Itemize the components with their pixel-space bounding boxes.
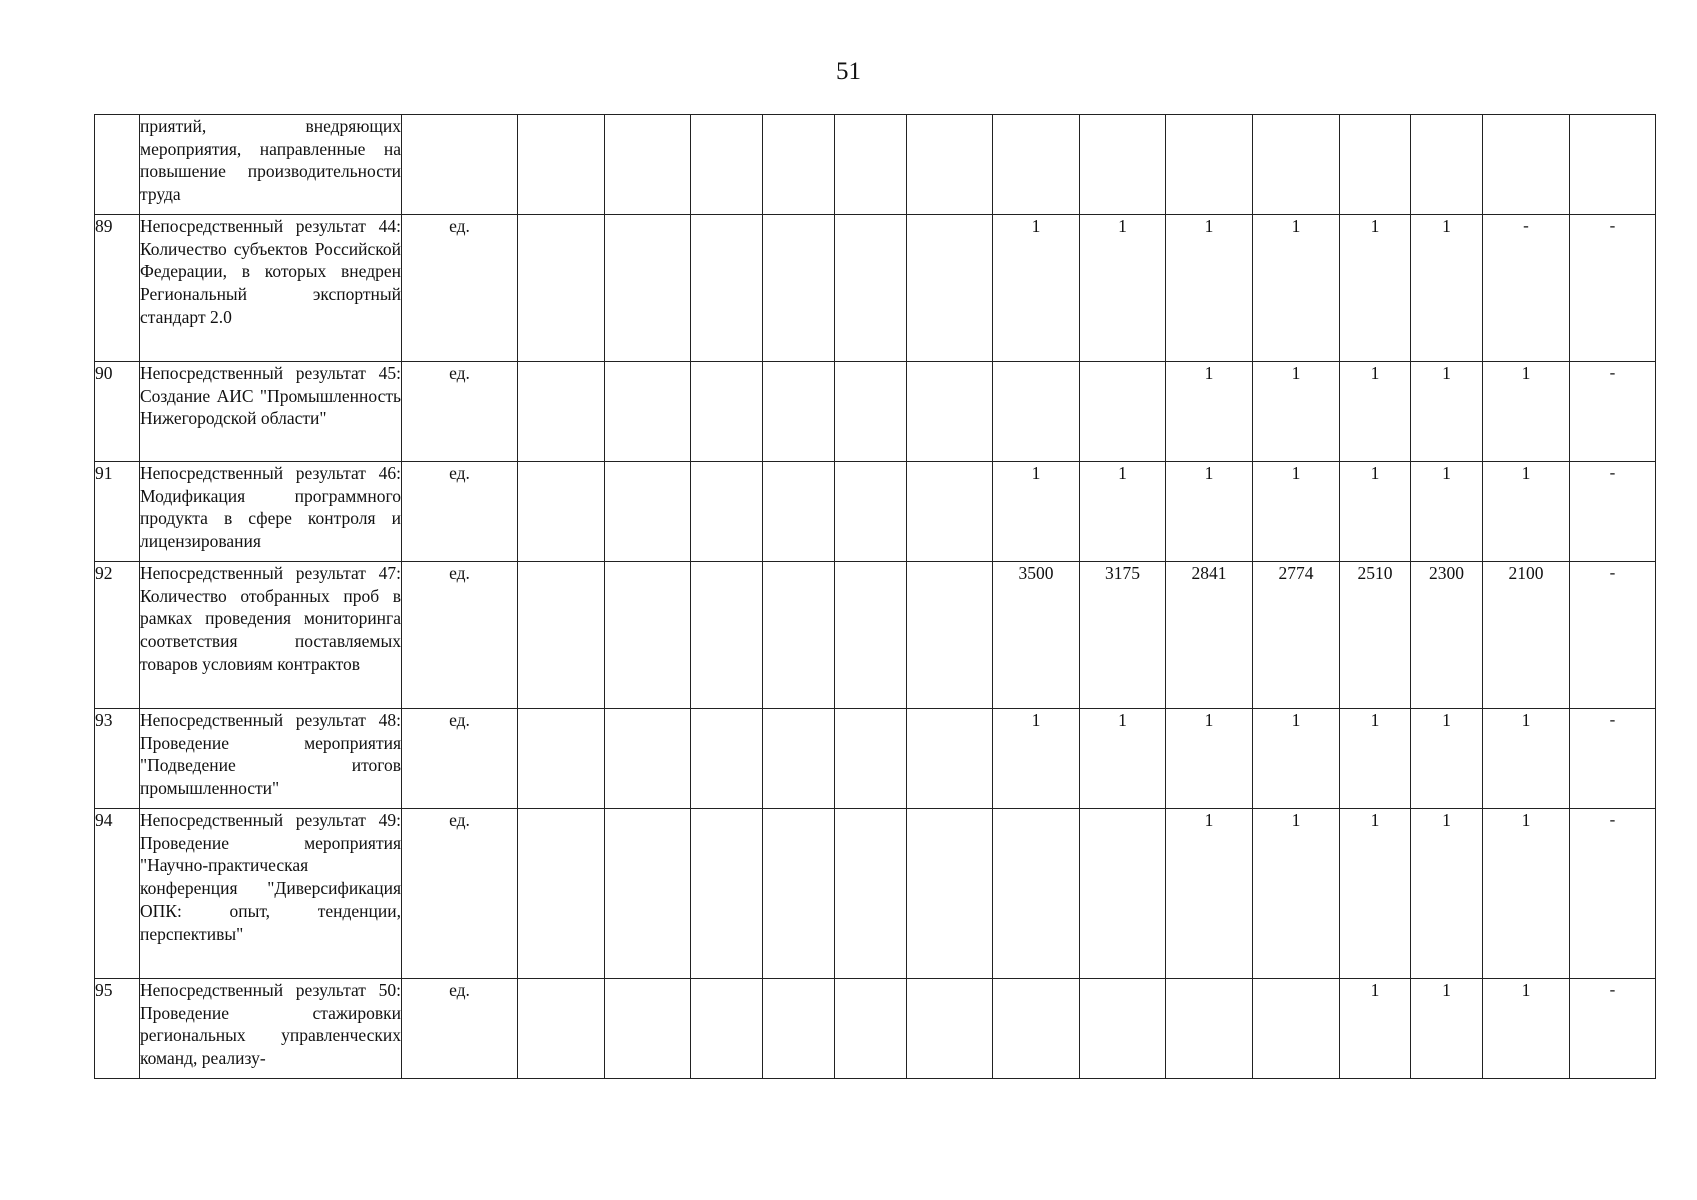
unit-cell: ед. [402,709,518,809]
table-row [95,115,1656,215]
table-row [95,215,1656,362]
value-cell [605,709,691,809]
value-cell [763,362,835,462]
table-row [95,462,1656,562]
value-cell: - [1570,362,1656,462]
value-cell: 1 [1340,979,1411,1079]
value-cell [518,562,605,709]
value-cell [763,462,835,562]
value-cell [605,362,691,462]
value-cell: - [1570,709,1656,809]
value-cell: 1 [1340,709,1411,809]
value-cell: 1 [1340,362,1411,462]
value-cell: 2841 [1166,562,1253,709]
value-cell [907,709,993,809]
page-number: 51 [836,58,861,85]
value-cell [835,562,907,709]
value-cell: - [1483,215,1570,362]
value-cell: - [1570,979,1656,1079]
value-cell [763,809,835,979]
value-cell [518,362,605,462]
indicator-name: Непосредственный результат 45: Создание АИС "Промышленность Нижегородской области" [140,362,402,462]
table-row [95,809,1656,979]
value-cell [1166,115,1253,215]
value-cell [691,809,763,979]
value-cell [1253,979,1340,1079]
value-cell [518,215,605,362]
table-row [95,362,1656,462]
value-cell [605,562,691,709]
value-cell [835,462,907,562]
value-cell [691,979,763,1079]
value-cell: 2100 [1483,562,1570,709]
value-cell: 1 [1340,462,1411,562]
unit-cell: ед. [402,462,518,562]
value-cell [763,215,835,362]
value-cell: 1 [1483,809,1570,979]
value-cell: 1 [1166,362,1253,462]
value-cell [518,709,605,809]
value-cell [1253,115,1340,215]
row-number: 91 [95,462,140,562]
value-cell: 1 [1411,709,1483,809]
value-cell: 1 [1483,462,1570,562]
value-cell [1080,809,1166,979]
value-cell: 1 [1253,362,1340,462]
value-cell [691,362,763,462]
value-cell: 3500 [993,562,1080,709]
value-cell: 1 [1411,215,1483,362]
value-cell [605,809,691,979]
value-cell: 2300 [1411,562,1483,709]
value-cell [907,979,993,1079]
value-cell [605,979,691,1079]
value-cell [835,709,907,809]
value-cell [1340,115,1411,215]
value-cell: 1 [1166,462,1253,562]
value-cell: 1 [1166,809,1253,979]
value-cell [1570,115,1656,215]
value-cell [763,115,835,215]
value-cell [605,462,691,562]
unit-cell: ед. [402,979,518,1079]
value-cell [835,362,907,462]
unit-cell: ед. [402,362,518,462]
value-cell: - [1570,462,1656,562]
value-cell: 1 [993,709,1080,809]
table-row [95,709,1656,809]
value-cell: 1 [1411,809,1483,979]
value-cell [691,215,763,362]
value-cell [835,979,907,1079]
indicator-name: Непосредственный результат 49: Проведение мероприятия "Научно-практическая конференция "Диверсификация ОПК: опыт, тенденции, перспективы" [140,809,402,979]
row-number: 94 [95,809,140,979]
value-cell: 1 [1166,215,1253,362]
value-cell: 1 [1411,462,1483,562]
value-cell [763,709,835,809]
indicator-name: Непосредственный результат 48: Проведение мероприятия "Подведение итогов промышленности" [140,709,402,809]
value-cell: 1 [1340,809,1411,979]
value-cell: 3175 [1080,562,1166,709]
value-cell: 1 [1411,362,1483,462]
value-cell [993,115,1080,215]
value-cell [907,215,993,362]
value-cell [907,809,993,979]
unit-cell: ед. [402,809,518,979]
table-row [95,979,1656,1079]
value-cell [1411,115,1483,215]
indicator-name: Непосредственный результат 50: Проведение стажировки региональных управленческих команд, реализу- [140,979,402,1079]
value-cell [605,215,691,362]
value-cell: 1 [993,462,1080,562]
value-cell [518,115,605,215]
value-cell [993,979,1080,1079]
row-number: 92 [95,562,140,709]
unit-cell: ед. [402,562,518,709]
value-cell: 2510 [1340,562,1411,709]
table-row [95,562,1656,709]
value-cell [691,462,763,562]
value-cell [1080,979,1166,1079]
value-cell: 1 [1253,462,1340,562]
value-cell: 1 [1080,215,1166,362]
value-cell [691,115,763,215]
value-cell [763,562,835,709]
value-cell [1166,979,1253,1079]
value-cell [691,709,763,809]
value-cell: 1 [993,215,1080,362]
row-number: 93 [95,709,140,809]
indicator-name: Непосредственный результат 44: Количество субъектов Российской Федерации, в которых внедрен Региональный экспортный стандарт 2.0 [140,215,402,362]
value-cell [993,809,1080,979]
value-cell [691,562,763,709]
indicator-name: Непосредственный результат 47: Количество отобранных проб в рамках проведения мониторинга соответствия поставляемых товаров условиям контрактов [140,562,402,709]
table-body [95,115,1656,1079]
value-cell [518,462,605,562]
value-cell: 1 [1340,215,1411,362]
value-cell: 1 [1253,215,1340,362]
value-cell [907,462,993,562]
indicator-name: Непосредственный результат 46: Модификация программного продукта в сфере контроля и лицензирования [140,462,402,562]
value-cell: 1 [1483,709,1570,809]
value-cell [907,115,993,215]
value-cell [907,362,993,462]
value-cell [763,979,835,1079]
value-cell: 1 [1253,709,1340,809]
value-cell: 2774 [1253,562,1340,709]
value-cell: 1 [1483,979,1570,1079]
value-cell: 1 [1411,979,1483,1079]
value-cell: 1 [1080,709,1166,809]
row-number: 89 [95,215,140,362]
value-cell [835,809,907,979]
unit-cell [402,115,518,215]
row-number [95,115,140,215]
row-number: 90 [95,362,140,462]
value-cell [1483,115,1570,215]
indicators-table [94,114,1656,1079]
value-cell: 1 [1166,709,1253,809]
value-cell: 1 [1080,462,1166,562]
value-cell [1080,115,1166,215]
value-cell [835,115,907,215]
value-cell [518,979,605,1079]
value-cell [835,215,907,362]
value-cell [518,809,605,979]
value-cell: - [1570,809,1656,979]
value-cell: 1 [1253,809,1340,979]
value-cell: - [1570,562,1656,709]
unit-cell: ед. [402,215,518,362]
indicator-name: приятий, внедряющих мероприятия, направленные на повышение производительности труда [140,115,402,215]
value-cell [993,362,1080,462]
value-cell: - [1570,215,1656,362]
row-number: 95 [95,979,140,1079]
value-cell: 1 [1483,362,1570,462]
value-cell [605,115,691,215]
value-cell [907,562,993,709]
value-cell [1080,362,1166,462]
